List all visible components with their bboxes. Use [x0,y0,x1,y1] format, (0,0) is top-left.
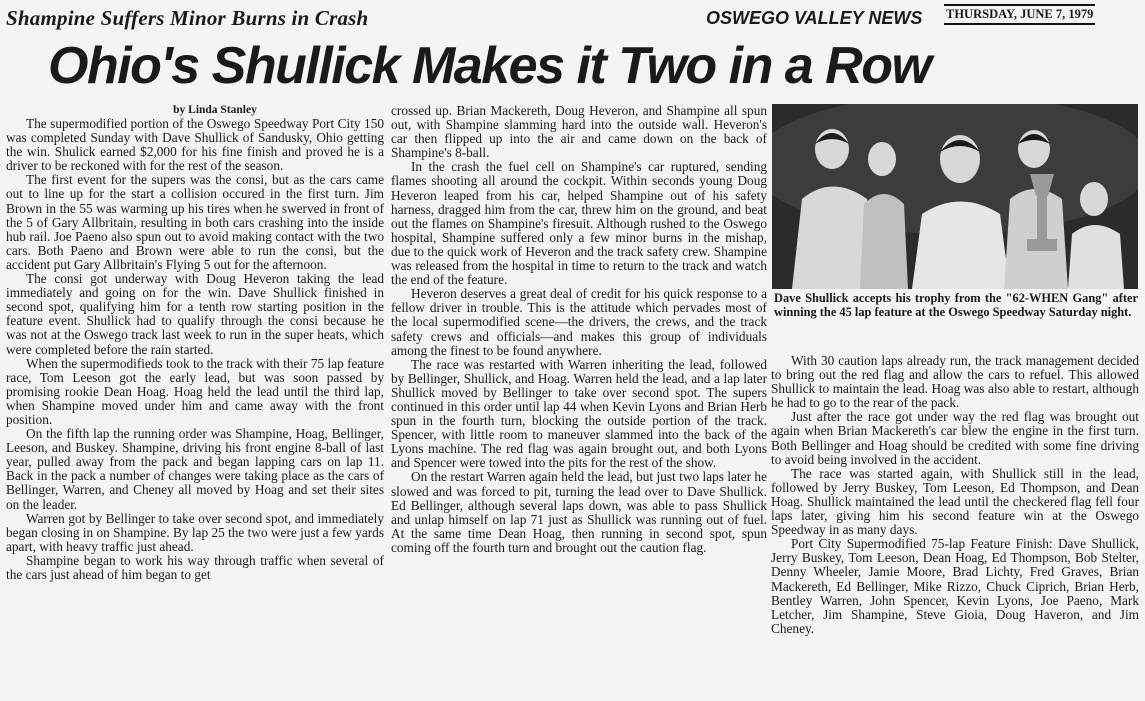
paragraph: Just after the race got under way the red flag was brought out again when Brian Mackereth's car blew the engine in the first turn. Both Bellinger and Hoag should be credited with some fine driving to avoid being involved in the accident. [771,409,1139,467]
article-column-3 [771,354,1139,636]
paragraph: When the supermodifieds took to the track with their 75 lap feature race, Tom Leeson got the early lead, but was soon passed by promising rookie Dean Hoag. Hoag held the lead until the third lap, when Shampine moved under him and came away with the front position. [6,355,384,427]
paragraph: Shampine began to work his way through traffic when several of the cars just ahead of him began to get [6,552,384,582]
paragraph: On the fifth lap the running order was Shampine, Hoag, Bellinger, Leeson, and Buskey. Shampine, driving his front engine 8-ball of last year, pulled away from the pack and began lapping cars on lap 11. Back in the pack a number of changes were taking place as the cars of Bellinger, Warren, and Cheney all moved by Hoag and set their sites on the leader. [6,426,384,512]
article-column-1 [6,104,384,582]
kicker-headline: Shampine Suffers Minor Burns in Crash [6,6,369,30]
article-column-2 [391,104,767,555]
dateline: THURSDAY, JUNE 7, 1979 [944,4,1095,25]
trophy-photo [772,104,1138,289]
paragraph: The consi got underway with Doug Heveron taking the lead immediately and going on for the win. Dave Shullick finished in second spot, qualifying him for a tenth row starting position in the feature event. Shullick had to qualify through the consi because he was not at the Oswego track last week to run in the super heats, which were completed before the rain started. [6,271,384,357]
photo-caption: Dave Shullick accepts his trophy from the "62-WHEN Gang" after winning the 45 lap feature at the Oswego Speedway Saturday night. [774,291,1138,320]
main-headline: Ohio's Shullick Makes it Two in a Row [48,37,931,95]
paragraph: On the restart Warren again held the lead, but just two laps later he slowed and was forced to pit, turning the lead over to Dave Shullick. Ed Bellinger, although several laps down, was able to pass Shullick and unlap himself on lap 71 just as Shullick was running out of fuel. At the same time Dean Hoag, then running in second spot, spun coming off the fourth turn and brought out the caution flag. [391,469,767,555]
paragraph: The first event for the supers was the consi, but as the cars came out to line up for the start a collision occured in the first turn. Jim Brown in the 55 was warming up his tires when he swerved in front of the 5 of Gary Allbritain, resulting in both cars crashing into the inside hub rail. Joe Paeno also spun out to avoid making contact with the two cars. Both Paeno and Brown were able to run the consi, but the accident put Gary Allbritain's Flying 5 out for the afternoon. [6,172,384,272]
newspaper-name: OSWEGO VALLEY NEWS [706,8,923,28]
paragraph: In the crash the fuel cell on Shampine's car ruptured, sending flames shooting all around the cockpit. Within seconds young Doug Heveron leaped from his car, helped Shampine out of his safety harness, dragged him from the car, threw him on the ground, and beat out the flames on Shampine's firesuit. Although rushed to the Oswego hospital, Shampine suffered only a few minor burns in the mishap, due to the quick work of Heveron and the track safety crew. Shampine was released from the hospital in time to return to the track and watch the end of the feature. [391,159,767,288]
paragraph: Warren got by Bellinger to take over second spot, and immediately began closing in on Shampine. By lap 25 the two were just a few yards apart, with heavy traffic just ahead. [6,510,384,554]
paragraph: Port City Supermodified 75-lap Feature Finish: Dave Shullick, Jerry Buskey, Tom Leeson, Dean Hoag, Ed Thompson, Bob Stelter, Denny Wheeler, Jamie Moore, Brad Lichty, Fred Graves, Brian Mackereth, Ed Bellinger, Mike Rizzo, Chuck Ciprich, Brian Herb, Bentley Warren, John Spencer, Kevin Lyons, Joe Paeno, Mark Letcher, Jim Shampine, Steve Gioia, Doug Haveron, and Jim Cheney. [771,536,1139,636]
byline: by Linda Stanley [173,104,257,116]
paragraph: crossed up. Brian Mackereth, Doug Heveron, and Shampine all spun out, with Shampine slamming hard into the outside wall. Heveron's car then flipped up into the air and came down on the back of Shampine's 8-ball. [391,103,767,161]
paragraph: With 30 caution laps already run, the track management decided to bring out the red flag and allow the cars to refuel. This allowed Shullick to maintain the lead. Hoag was also able to restart, although he had to go to the rear of the pack. [771,353,1139,411]
paragraph: Heveron deserves a great deal of credit for his quick response to a fellow driver in trouble. This is the attitude which pervades most of the local supermodified scene—the drivers, the crews, and the track safety crews and officials—and makes this group of individuals among the finest to be found anywhere. [391,286,767,358]
paragraph: The race was restarted with Warren inheriting the lead, followed by Bellinger, Shullick, and Hoag. Warren held the lead, and a lap later Shullick moved by Bellinger to take over second spot. The supers continued in this order until lap 44 when Kevin Lyons and Brian Herb spun in the fourth turn, blocking the outside portion of the track. Spencer, with little room to maneuver slammed into the back of the Lyons machine. The red flag was again brought out, and both Lyons and Spencer were towed into the pits for the rest of the show. [391,356,767,471]
paragraph: The race was started again, with Shullick still in the lead, followed by Jerry Buskey, Tom Leeson, Ed Thompson, and Dean Hoag. Shullick maintained the lead until the checkered flag fell four laps later, giving him his second feature win at the Oswego Speedway in as many days. [771,465,1139,538]
paragraph: The supermodified portion of the Oswego Speedway Port City 150 was completed Sunday with Dave Shullick of Sandusky, Ohio getting the win. Shulick earned $2,000 for his fine finish and proved he is a driver to be reckoned with for the rest of the season. [6,116,384,174]
